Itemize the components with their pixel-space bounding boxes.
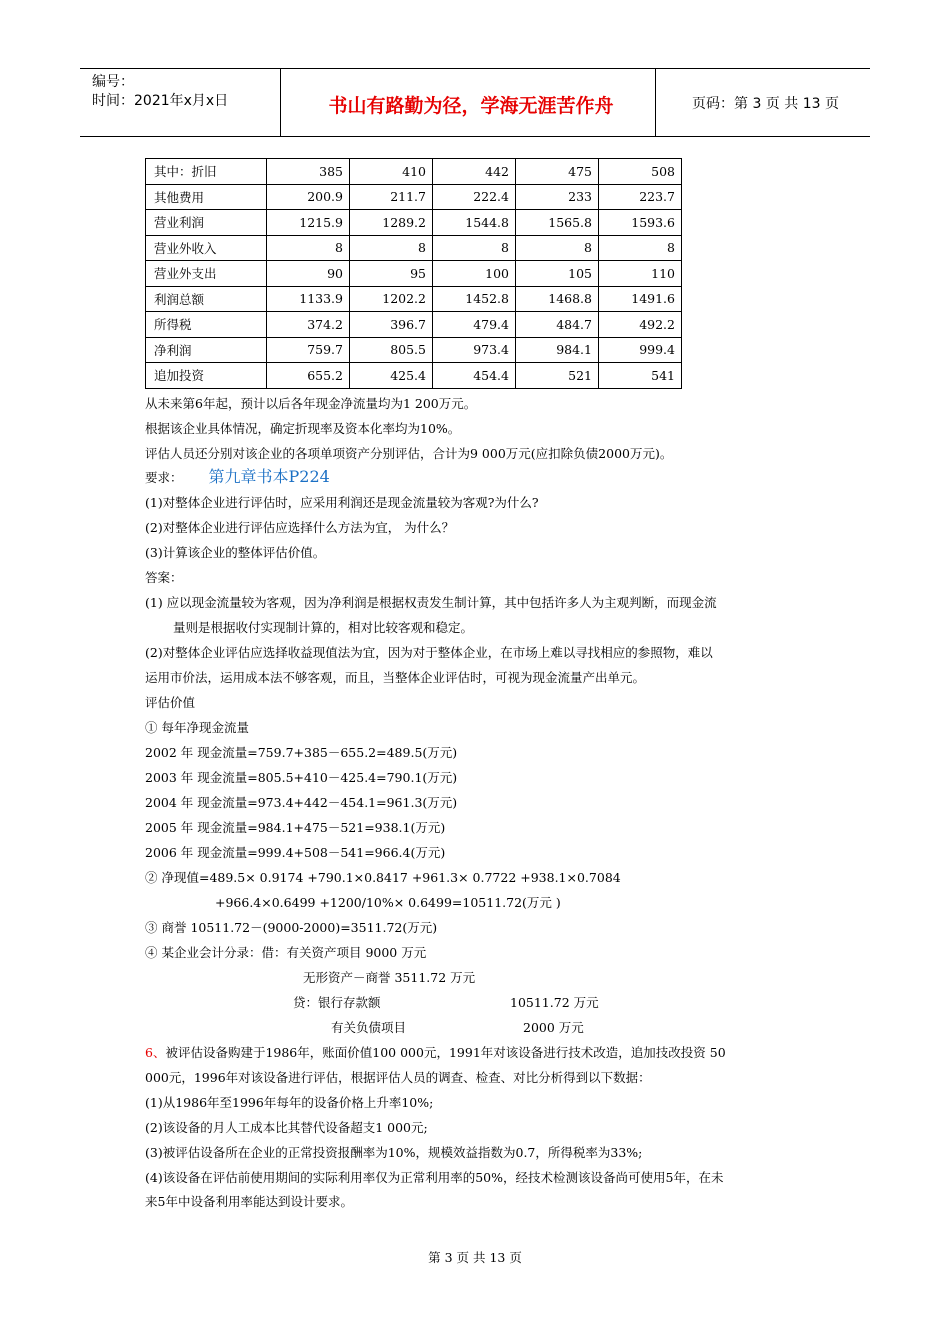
table-cell: 222.4 xyxy=(433,184,516,210)
table-row xyxy=(146,312,682,338)
table-cell: 484.7 xyxy=(516,312,599,338)
row-label: 营业利润 xyxy=(146,210,267,236)
table-cell: 8 xyxy=(599,235,682,261)
cash-flow-2006: 2006 年 现金流量=999.4+508－541=966.4(万元) xyxy=(145,845,446,860)
condition-2: (2)该设备的月人工成本比其替代设备超支1 000元; xyxy=(145,1120,428,1135)
row-label: 其中：折旧 xyxy=(146,159,267,185)
row-label: 追加投资 xyxy=(146,363,267,389)
table-cell: 1289.2 xyxy=(350,210,433,236)
table-cell: 984.1 xyxy=(516,337,599,363)
table-cell: 1133.9 xyxy=(267,286,350,312)
header-page-number: 页码：第 3 页 共 13 页 xyxy=(692,96,839,112)
table-cell: 1202.2 xyxy=(350,286,433,312)
answer-2: (2)对整体企业评估应选择收益现值法为宜，因为对于整体企业，在市场上难以寻找相应的参照物，难以 xyxy=(145,645,713,660)
journal-credit-label: 贷：银行存款额 xyxy=(293,995,381,1010)
calc-step-2-continued: +966.4×0.6499 +1200/10%× 0.6499=10511.72(万元 ) xyxy=(215,895,561,910)
cash-flow-2005: 2005 年 现金流量=984.1+475－521=938.1(万元) xyxy=(145,820,446,835)
table-row xyxy=(146,363,682,389)
table-cell: 541 xyxy=(599,363,682,389)
valuation-heading: 评估价值 xyxy=(145,695,196,710)
paragraph: 根据该企业具体情况，确定折现率及资本化率均为10%。 xyxy=(145,421,461,436)
condition-4-continued: 来5年中设备利用率能达到设计要求。 xyxy=(145,1194,353,1209)
page-footer: 第 3 页 共 13 页 xyxy=(428,1250,522,1265)
table-cell: 1468.8 xyxy=(516,286,599,312)
requirements-label: 要求： xyxy=(145,470,183,485)
question-1: (1)对整体企业进行评估时，应采用利润还是现金流量较为客观?为什么? xyxy=(145,495,539,510)
problem-6-text: 被评估设备购建于1986年，账面价值100 000元，1991年对该设备进行技术改造，追加技改投资 50 xyxy=(165,1045,726,1060)
header-meta xyxy=(92,73,228,111)
table-row xyxy=(146,261,682,287)
row-label: 所得税 xyxy=(146,312,267,338)
table-row xyxy=(146,210,682,236)
table-cell: 105 xyxy=(516,261,599,287)
table-cell: 233 xyxy=(516,184,599,210)
document-date: 时间：2021年x月x日 xyxy=(92,93,229,109)
chapter-reference-note: 第九章书本P224 xyxy=(208,467,330,486)
table-row xyxy=(146,159,682,185)
header-divider xyxy=(280,69,281,136)
calc-step-2: ② 净现值=489.5× 0.9174 +790.1×0.8417 +961.3× 0.7722 +938.1×0.7084 xyxy=(145,870,621,885)
cash-flow-2004: 2004 年 现金流量=973.4+442－454.1=961.3(万元) xyxy=(145,795,458,810)
table-cell: 90 xyxy=(267,261,350,287)
table-cell: 1215.9 xyxy=(267,210,350,236)
answer-1: (1) 应以现金流量较为客观，因为净利润是根据权责发生制计算，其中包括许多人为主观判断，而现金流 xyxy=(145,595,717,610)
table-cell: 1544.8 xyxy=(433,210,516,236)
table-cell: 655.2 xyxy=(267,363,350,389)
problem-6-continued: 000元，1996年对该设备进行评估，根据评估人员的调查、检查、对比分析得到以下数据： xyxy=(145,1070,651,1085)
table-cell: 492.2 xyxy=(599,312,682,338)
table-cell: 1565.8 xyxy=(516,210,599,236)
table-cell: 223.7 xyxy=(599,184,682,210)
table-cell: 479.4 xyxy=(433,312,516,338)
requirements-heading xyxy=(145,468,330,487)
row-label: 净利润 xyxy=(146,337,267,363)
financial-table xyxy=(145,158,682,389)
table-row xyxy=(146,286,682,312)
table-cell: 396.7 xyxy=(350,312,433,338)
table-cell: 454.4 xyxy=(433,363,516,389)
table-row xyxy=(146,337,682,363)
table-cell: 8 xyxy=(267,235,350,261)
calc-step-3: ③ 商誉 10511.72－(9000-2000)=3511.72(万元) xyxy=(145,920,438,935)
header-motto: 书山有路勤为径，学海无涯苦作舟 xyxy=(328,95,614,117)
cash-flow-2002: 2002 年 现金流量=759.7+385－655.2=489.5(万元) xyxy=(145,745,458,760)
answer-label: 答案： xyxy=(145,570,183,585)
row-label: 其他费用 xyxy=(146,184,267,210)
table-cell: 385 xyxy=(267,159,350,185)
page-header xyxy=(80,68,870,137)
condition-3: (3)被评估设备所在企业的正常投资报酬率为10%，规模效益指数为0.7，所得税率为33%; xyxy=(145,1145,643,1160)
table-cell: 410 xyxy=(350,159,433,185)
header-divider xyxy=(655,69,656,136)
table-cell: 374.2 xyxy=(267,312,350,338)
table-cell: 8 xyxy=(516,235,599,261)
table-cell: 425.4 xyxy=(350,363,433,389)
table-cell: 973.4 xyxy=(433,337,516,363)
question-3: (3)计算该企业的整体评估价值。 xyxy=(145,545,326,560)
table-cell: 200.9 xyxy=(267,184,350,210)
journal-liability-label: 有关负债项目 xyxy=(331,1020,407,1035)
calc-step-4: ④ 某企业会计分录：借：有关资产项目 9000 万元 xyxy=(145,945,427,960)
table-cell: 1491.6 xyxy=(599,286,682,312)
table-cell: 521 xyxy=(516,363,599,389)
document-number: 编号： xyxy=(92,74,134,90)
table-row xyxy=(146,235,682,261)
table-cell: 1452.8 xyxy=(433,286,516,312)
table-cell: 508 xyxy=(599,159,682,185)
journal-credit-amount: 10511.72 万元 xyxy=(510,995,599,1010)
table-cell: 110 xyxy=(599,261,682,287)
row-label: 营业外收入 xyxy=(146,235,267,261)
answer-1-continued: 量则是根据收付实现制计算的，相对比较客观和稳定。 xyxy=(173,620,474,635)
table-cell: 100 xyxy=(433,261,516,287)
table-cell: 1593.6 xyxy=(599,210,682,236)
table-cell: 211.7 xyxy=(350,184,433,210)
journal-entry-goodwill: 无形资产－商誉 3511.72 万元 xyxy=(303,970,476,985)
condition-1: (1)从1986年至1996年每年的设备价格上升率10%; xyxy=(145,1095,434,1110)
problem-6 xyxy=(145,1044,726,1062)
table-cell: 8 xyxy=(433,235,516,261)
cash-flow-2003: 2003 年 现金流量=805.5+410－425.4=790.1(万元) xyxy=(145,770,458,785)
table-row xyxy=(146,184,682,210)
row-label: 利润总额 xyxy=(146,286,267,312)
question-2: (2)对整体企业进行评估应选择什么方法为宜， 为什么？ xyxy=(145,520,455,535)
paragraph: 评估人员还分别对该企业的各项单项资产分别评估，合计为9 000万元(应扣除负债2000万元)。 xyxy=(145,446,673,461)
table-cell: 999.4 xyxy=(599,337,682,363)
paragraph: 从未来第6年起，预计以后各年现金净流量均为1 200万元。 xyxy=(145,396,477,411)
table-cell: 442 xyxy=(433,159,516,185)
table-cell: 805.5 xyxy=(350,337,433,363)
condition-4: (4)该设备在评估前使用期间的实际利用率仅为正常利用率的50%，经技术检测该设备尚可使用5年，在未 xyxy=(145,1170,724,1185)
calc-step-1: ① 每年净现金流量 xyxy=(145,720,249,735)
table-cell: 759.7 xyxy=(267,337,350,363)
answer-2-continued: 运用市价法，运用成本法不够客观，而且，当整体企业评估时，可视为现金流量产出单元。 xyxy=(145,670,646,685)
table-cell: 8 xyxy=(350,235,433,261)
table-cell: 475 xyxy=(516,159,599,185)
problem-6-number: 6、 xyxy=(145,1045,166,1060)
table-cell: 95 xyxy=(350,261,433,287)
journal-liability-amount: 2000 万元 xyxy=(523,1020,584,1035)
row-label: 营业外支出 xyxy=(146,261,267,287)
